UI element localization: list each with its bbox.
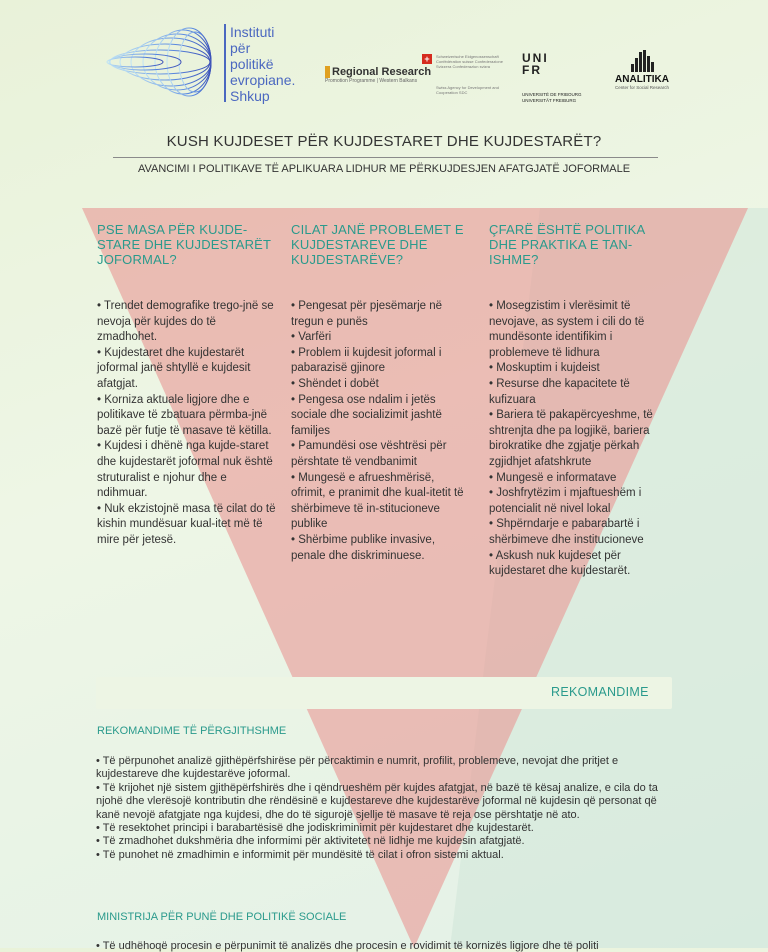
list-item: • Pengesa ose ndalim i jetës sociale dhe socializimit jashtë familjes	[291, 393, 442, 437]
analitika-name: ANALITIKA	[615, 74, 669, 85]
list-item: • Varfëri	[291, 331, 332, 344]
list-item: • Joshfrytëzim i mjaftueshëm i potencialit në nivel lokal	[489, 487, 642, 515]
analitika-bars-icon	[612, 50, 672, 72]
column-why	[97, 299, 279, 549]
ipe-line: Instituti	[230, 24, 275, 40]
list-item: • Bariera të pakapërcyeshme, të shtrenjta dhe pa logjikë, bariera birokratike dhe zgjatje përkah zgjidhjet afatshkrute	[489, 409, 653, 468]
list-item: • Mungesë e afrueshmërisë, ofrimit, e pranimit dhe kual-itetit të shërbimeve të in-stitucioneve publike	[291, 471, 464, 531]
list-item: • Problem ii kujdesit joformal i pabarazisë gjinore	[291, 346, 442, 375]
list-item: • Të punohet në zmadhimin e informimit për mundësitë të cilat i ofron sistemi aktual.	[96, 848, 504, 861]
list-item: • Korniza aktuale ligjore dhe e politikave të zbatuara përmba-jnë bazë për futje të masave të këtilla.	[97, 393, 272, 437]
ipe-line: politikë	[230, 56, 274, 72]
list-item: • Mungesë e informatave	[489, 471, 617, 484]
list-item: • Të krijohet një sistem gjithëpërfshirës dhe i qëndrueshëm për kujdes afatgjat, në bazë të kësaj analize, e cila do ta njohë dhe vlerësojë kontributin dhe rëndësinë e kujdestareve dhe kujdestarëve joformal në kujdesin që personat që kanë nevojë afatgjate nga kujdesi, dhe do të sigurojë sjellje të masave të reja ose përshtatje në ato.	[96, 781, 658, 821]
analitika-logo	[612, 50, 672, 90]
general-recommendations-heading: REKOMANDIME TË PËRGJITHSHME	[97, 725, 287, 737]
list-item: • Kujdesi i dhënë nga kujde-staret dhe kujdestarët joformal nuk është struturalist e njohur dhe e ndihmuar.	[97, 440, 273, 500]
title-divider	[113, 157, 658, 158]
ministry-heading: MINISTRIJA PËR PUNË DHE POLITIKË SOCIALE	[97, 911, 347, 923]
swiss-sdc-logo	[422, 54, 512, 95]
list-item: • Të resektohet principi i barabartësisë dhe jodiskriminimit për kujdestaret dhe kujdestarët.	[96, 822, 534, 835]
page-subtitle: AVANCIMI I POLITIKAVE TË APLIKUARA LIDHUR ME PËRKUJDESJEN AFATGJATË JOFORMALE	[137, 163, 631, 175]
list-item: • Shërbime publike invasive, penale dhe diskriminuese.	[291, 533, 436, 562]
ipe-wordmark	[230, 24, 295, 104]
list-item: • Të zmadhohet dukshmëria dhe informimi për aktivitetet në lidhje me kujdesin afatgjatë.	[96, 835, 525, 848]
regional-research-logo	[325, 66, 431, 84]
ministry-first-item: • Të udhëhoqë procesin e përpunimit të analizës dhe procesin e rovidimit të kornizës ligjore dhe të politi	[96, 940, 599, 952]
ipe-line: evropiane.	[230, 72, 296, 88]
general-recommendations-list	[96, 755, 671, 862]
column-policy	[489, 299, 671, 580]
list-item: • Shpërndarje e pabarabartë i shërbimeve dhe institucioneve	[489, 518, 644, 546]
list-item: • Moskuptim i kujdeist	[489, 362, 600, 375]
list-item: • Kujdestaret dhe kujdestarët joformal janë shtyllë e kujdesit afatgjat.	[97, 346, 251, 390]
recommendations-label: REKOMANDIME	[551, 685, 649, 699]
unifr-text: UNIVERSITÉ DE FRIBOURG UNIVERSITÄT FREIBURG	[522, 92, 582, 103]
list-item: • Pamundësi ose vështrësi për përshtate të vendbanimit	[291, 440, 447, 468]
swiss-flag-icon: +	[422, 54, 432, 64]
list-item: • Të përpunohet analizë gjithëpërfshirëse për përcaktimin e numrit, profilit, problemeve, nevojat dhe pritjet e kujdestareve dhe kujdestarëve joformal.	[96, 755, 619, 781]
list-item: • Shëndet i dobët	[291, 377, 379, 390]
ipe-line: Shkup	[230, 88, 270, 104]
page-title: KUSH KUJDESET PËR KUJDESTARET DHE KUJDESTARËT?	[166, 133, 602, 150]
swiss-agency-text: Swiss Agency for Development and Cooperation SDC	[436, 85, 499, 95]
column-problems	[291, 299, 471, 564]
column-heading-policy: ÇFARË ËSHTË POLITIKA DHE PRAKTIKA E TAN-ISHME?	[489, 222, 645, 267]
unifr-mark: UNI FR	[522, 51, 549, 77]
column-heading-problems: CILAT JANË PROBLEMET E KUJDESTAREVE DHE KUJDESTARËVE?	[291, 222, 464, 267]
list-item: • Resurse dhe kapacitete të kufizuara	[489, 377, 630, 406]
rr-title: Regional Research	[332, 66, 432, 78]
column-heading-why: PSE MASA PËR KUJDE-STARE DHE KUJDESTARËT JOFORMAL?	[97, 222, 271, 267]
analitika-sub: Center for Social Research	[614, 85, 670, 90]
ipe-wave-logo	[105, 22, 225, 102]
list-item: • Askush nuk kujdeset për kujdestaret dhe kujdestarët.	[489, 549, 631, 578]
ipe-line: për	[230, 40, 251, 56]
unifr-logo	[522, 52, 590, 104]
list-item: • Mosegzistim i vlerësimit të nevojave, as system i cili do të mundësonte identifikim i problemeve të lidhura	[489, 300, 645, 359]
list-item: • Pengesat për pjesëmarje në tregun e punës	[291, 300, 443, 328]
list-item: • Trendet demografike trego-jnë se nevoja për kujdes do të zmadhohet.	[97, 300, 274, 344]
rr-sub: Promotion Programme | Western Balkans	[325, 78, 418, 85]
swiss-confederation-text: Schweizerische Eidgenossenschaft Confédération suisse Confederazione Svizzera Confederaziun svizra	[436, 54, 503, 69]
logo-header	[0, 0, 768, 120]
list-item: • Nuk ekzistojnë masa të cilat do të kishin mundësuar kual-itet më të mire për jetesë.	[97, 502, 276, 546]
